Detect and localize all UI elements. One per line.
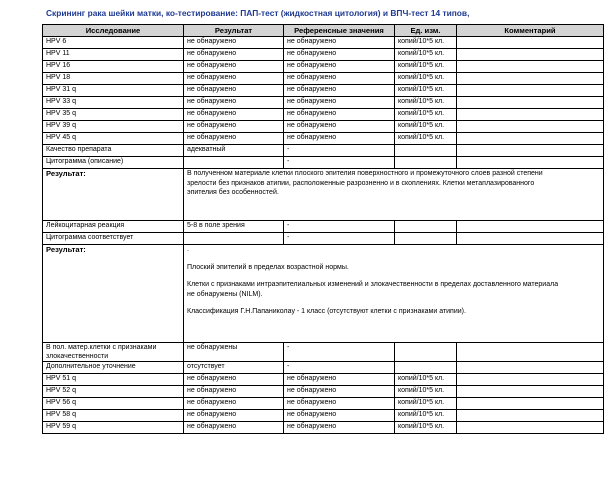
- unit-cell: копий/10*5 кл.: [395, 61, 457, 73]
- result-cell: 5-8 в поле зрения: [184, 221, 284, 233]
- result-cell: не обнаружено: [184, 85, 284, 97]
- unit-cell: копий/10*5 кл.: [395, 37, 457, 49]
- table-header-row: [43, 25, 604, 37]
- comment-cell: [457, 61, 604, 73]
- test-name-cell: HPV 33 q: [43, 97, 184, 109]
- comment-cell: [457, 49, 604, 61]
- reference-cell: не обнаружено: [284, 37, 395, 49]
- result-cell: не обнаружено: [184, 410, 284, 422]
- unit-cell: [395, 145, 457, 157]
- reference-cell: -: [284, 145, 395, 157]
- unit-cell: копий/10*5 кл.: [395, 97, 457, 109]
- unit-cell: копий/10*5 кл.: [395, 49, 457, 61]
- comment-cell: [457, 85, 604, 97]
- result-cell: не обнаружено: [184, 61, 284, 73]
- result-cell: не обнаружено: [184, 109, 284, 121]
- test-name-cell: HPV 16: [43, 61, 184, 73]
- table-row: [43, 398, 604, 410]
- comment-cell: [457, 109, 604, 121]
- unit-cell: [395, 157, 457, 169]
- test-name-cell: HPV 6: [43, 37, 184, 49]
- test-name-cell: HPV 59 q: [43, 422, 184, 434]
- comment-cell: [457, 97, 604, 109]
- comment-cell: [457, 121, 604, 133]
- cytology-conclusion-row: [43, 245, 604, 343]
- unit-cell: [395, 233, 457, 245]
- comment-cell: [457, 157, 604, 169]
- unit-cell: копий/10*5 кл.: [395, 374, 457, 386]
- table-row: [43, 85, 604, 97]
- result-label: Результат:: [43, 245, 184, 343]
- conclusion-paragraph: Классификация Г.Н.Папаниколау - 1 класс (отсутствуют клетки с признаками атипии).: [187, 308, 466, 315]
- test-name-cell: Цитограмма (описание): [43, 157, 184, 169]
- header-unit: Ед. изм.: [395, 25, 457, 37]
- table-row: [43, 157, 604, 169]
- test-name-cell: HPV 52 q: [43, 386, 184, 398]
- table-row: [43, 343, 604, 362]
- test-name-cell: HPV 35 q: [43, 109, 184, 121]
- test-name-cell: В пол. матер.клетки с признаками злокачественности: [43, 343, 184, 362]
- header-result: Результат: [184, 25, 284, 37]
- table-row: [43, 362, 604, 374]
- comment-cell: [457, 422, 604, 434]
- reference-cell: не обнаружено: [284, 49, 395, 61]
- test-name-cell: HPV 39 q: [43, 121, 184, 133]
- reference-cell: -: [284, 343, 395, 362]
- table-row: [43, 145, 604, 157]
- result-cell: не обнаружено: [184, 49, 284, 61]
- reference-cell: -: [284, 157, 395, 169]
- result-cell: отсутствует: [184, 362, 284, 374]
- unit-cell: [395, 221, 457, 233]
- unit-cell: копий/10*5 кл.: [395, 85, 457, 97]
- reference-cell: -: [284, 362, 395, 374]
- result-cell: не обнаружено: [184, 73, 284, 85]
- table-row: [43, 97, 604, 109]
- lab-results-table: [42, 24, 604, 434]
- comment-cell: [457, 386, 604, 398]
- result-cell: не обнаружено: [184, 374, 284, 386]
- header-test: Исследование: [43, 25, 184, 37]
- header-comment: Комментарий: [457, 25, 604, 37]
- table-row: [43, 422, 604, 434]
- table-row: [43, 374, 604, 386]
- test-name-cell: HPV 11: [43, 49, 184, 61]
- reference-cell: -: [284, 233, 395, 245]
- result-cell: не обнаружено: [184, 398, 284, 410]
- unit-cell: копий/10*5 кл.: [395, 73, 457, 85]
- cytology-conclusion-text: [184, 245, 604, 343]
- reference-cell: не обнаружено: [284, 61, 395, 73]
- reference-cell: не обнаружено: [284, 374, 395, 386]
- test-name-cell: HPV 51 q: [43, 374, 184, 386]
- unit-cell: [395, 343, 457, 362]
- comment-cell: [457, 145, 604, 157]
- test-name-cell: Цитограмма соответствует: [43, 233, 184, 245]
- unit-cell: копий/10*5 кл.: [395, 133, 457, 145]
- comment-cell: [457, 133, 604, 145]
- result-label: Результат:: [43, 169, 184, 221]
- header-reference: Референсные значения: [284, 25, 395, 37]
- conclusion-paragraph: Плоский эпителий в пределах возрастной нормы.: [187, 263, 349, 271]
- test-name-cell: Дополнительное уточнение: [43, 362, 184, 374]
- table-row: [43, 73, 604, 85]
- table-row: [43, 221, 604, 233]
- result-cell: не обнаружено: [184, 97, 284, 109]
- result-cell: не обнаружены: [184, 343, 284, 362]
- comment-cell: [457, 410, 604, 422]
- test-name-cell: HPV 31 q: [43, 85, 184, 97]
- reference-cell: -: [284, 221, 395, 233]
- unit-cell: копий/10*5 кл.: [395, 422, 457, 434]
- comment-cell: [457, 343, 604, 362]
- reference-cell: не обнаружено: [284, 121, 395, 133]
- conclusion-paragraph: Клетки с признаками интраэпителиальных изменений и злокачественности в пределах доставленного материала не обнаружены (NILM).: [187, 281, 559, 298]
- unit-cell: копий/10*5 кл.: [395, 386, 457, 398]
- reference-cell: не обнаружено: [284, 109, 395, 121]
- comment-cell: [457, 398, 604, 410]
- unit-cell: копий/10*5 кл.: [395, 109, 457, 121]
- comment-cell: [457, 37, 604, 49]
- table-row: [43, 233, 604, 245]
- reference-cell: не обнаружено: [284, 422, 395, 434]
- reference-cell: не обнаружено: [284, 133, 395, 145]
- unit-cell: копий/10*5 кл.: [395, 398, 457, 410]
- result-cell: не обнаружено: [184, 422, 284, 434]
- table-row: [43, 410, 604, 422]
- result-cell: не обнаружено: [184, 121, 284, 133]
- test-name-cell: Лейкоцитарная реакция: [43, 221, 184, 233]
- table-row: [43, 386, 604, 398]
- test-name-cell: Качество препарата: [43, 145, 184, 157]
- result-cell: не обнаружено: [184, 37, 284, 49]
- test-name-cell: HPV 58 q: [43, 410, 184, 422]
- table-body: [43, 37, 604, 434]
- comment-cell: [457, 362, 604, 374]
- result-summary-row: [43, 169, 604, 221]
- result-cell: не обнаружено: [184, 133, 284, 145]
- report-title: Скрининг рака шейки матки, ко-тестирование: ПАП-тест (жидкостная цитология) и ВПЧ-тест 14 типов,: [46, 8, 470, 18]
- test-name-cell: HPV 18: [43, 73, 184, 85]
- reference-cell: не обнаружено: [284, 85, 395, 97]
- unit-cell: копий/10*5 кл.: [395, 121, 457, 133]
- comment-cell: [457, 374, 604, 386]
- test-name-cell: HPV 56 q: [43, 398, 184, 410]
- result-cell: адекватный: [184, 145, 284, 157]
- conclusion-paragraph: .: [187, 246, 189, 253]
- table-row: [43, 121, 604, 133]
- test-name-cell: HPV 45 q: [43, 133, 184, 145]
- reference-cell: не обнаружено: [284, 73, 395, 85]
- reference-cell: не обнаружено: [284, 97, 395, 109]
- table-row: [43, 109, 604, 121]
- comment-cell: [457, 221, 604, 233]
- table-row: [43, 61, 604, 73]
- table-row: [43, 49, 604, 61]
- reference-cell: не обнаружено: [284, 410, 395, 422]
- result-cell: [184, 157, 284, 169]
- reference-cell: не обнаружено: [284, 398, 395, 410]
- result-text: В полученном материале клетки плоского эпителия поверхностного и промежуточного слоев разной степени зрелости без признаков атипии, расположенные разрозненно и в скоплениях. Клетки метаплазированного эпителия без особенностей.: [184, 169, 604, 221]
- comment-cell: [457, 73, 604, 85]
- comment-cell: [457, 233, 604, 245]
- unit-cell: копий/10*5 кл.: [395, 410, 457, 422]
- result-cell: не обнаружено: [184, 386, 284, 398]
- unit-cell: [395, 362, 457, 374]
- result-cell: [184, 233, 284, 245]
- reference-cell: не обнаружено: [284, 386, 395, 398]
- table-row: [43, 133, 604, 145]
- table-row: [43, 37, 604, 49]
